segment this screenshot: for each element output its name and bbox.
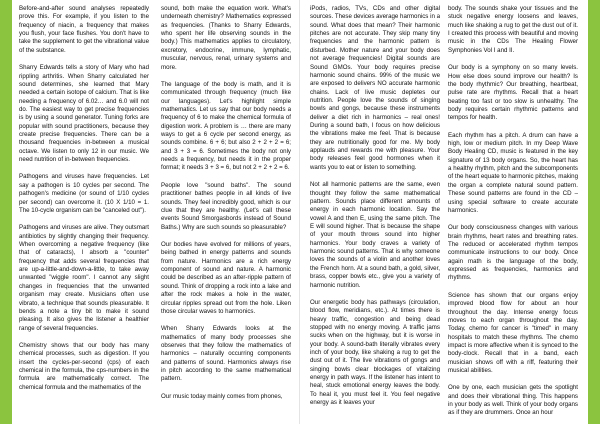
paragraph: The language of the body is math, and it is communicated through frequency (much like our languages). Let's highlight simple mathematics. Let us say that our body needs a frequency of 6 to make the chemical formula of digestion work. A problem is … there are many ways to get a 6 cycle per second energy, as sounds combine. 6 + 6; but also 2 + 2 + 2 = 6; and 3 + 3 = 6. Sometimes the body not only needs a frequency, but needs it in the proper format; it needs 3 + 3 = 6, but not 2 + 2 + 2 = 6.	[161, 80, 291, 172]
right-page-column-2	[448, 5, 578, 421]
paragraph: body. The sounds shake your tissues and the stuck negative energy loosens and leaves, much like shaking a rug to get the dust out of it. I created this process with beautiful and moving music in the CDs The Healing Flower Symphonies Vol I and II.	[448, 5, 578, 54]
paragraph: When Sharry Edwards looks at the mathematics of many body processes she observes that they follow the mathematics of harmonics – naturally occurring components and patterns of sound. Harmonics always rise in pitch according to the same mathematical pattern.	[161, 325, 291, 383]
paragraph: iPods, radios, TVs, CDs and other digital sources. These devices average harmonics in a sound. What does that mean? Their harmonic pitches are not accurate. They skip many tiny frequencies and the harmonic pattern is disturbed. Mother nature and your body does not average frequencies! Digital sounds are Sound GMOs. Your body requires precise harmonic sound chains. 99% of the music we are exposed to delivers NO accurate harmonic chains. Lack of live music depletes our nutrition. People love the sounds of singing bowls and gongs, because these instruments deliver a diet rich in harmonics – real ones! During a sound bath, I focus on how delicious the vibrations make me feel. That is because they are nutritionally good for me. My body applauds and rewards me with pleasure. Your body releases feel good hormones when it wants you to eat or listen to something.	[310, 5, 440, 171]
paragraph: Not all harmonic patterns are the same, even thought they follow the same mathematical pattern. Sounds place different amounts of energy in each harmonic location. Say the vowel A and then E, using the same pitch. The E will sound higher. That is because the shape of your mouth throws sound into higher harmonics. Your body craves a variety of harmonic sound patterns. That is why someone loves the sounds of a violin and another loves the French horn. At a sound bath, a gold, silver, brass, copper bowls etc., give you a variety of harmonic nutrition.	[310, 181, 440, 289]
paragraph: Our bodies have evolved for millions of years, being bathed in energy patterns and sounds from nature. Harmonics are a rich energy component of sound and nature. A harmonic could be described as an after-ripple pattern of sound. Think of dropping a rock into a lake and after the rock makes a hole in the water, circular ripples spread out from the hole. Liken those circular waves to harmonics.	[161, 240, 291, 315]
left-page	[12, 0, 300, 424]
paragraph: Our music today mainly comes from phones,	[161, 392, 283, 400]
paragraph: Our energetic body has pathways (circulation, blood flow, meridians, etc.). At times there is heavy traffic, congestion and being dead stopped with no energy moving. A traffic jams sucks when on the highway, but it is worse in your body. A sound-bath literally vibrates every inch of your body, like shaking a rug to get the dust out of it. The live vibrations of gongs and singing bowls clear blockages of vitalizing energy in path ways. If the listener has intent to heal, stuck emotional energy leaves the body. To heal it, you must feel it. You feel negative energy as it leaves your	[310, 298, 440, 407]
paragraph: People love "sound baths". The sound practitioner bathes people in all kinds of live sounds. They feel incredibly good, which is our clue that they are healthy. (Let's call these events Sound Smorgasbords instead of Sound Baths.) Why are such sounds so pleasurable?	[161, 181, 291, 231]
paragraph: Science has shown that our organs enjoy improved blood flow for about an hour throughout the day. Intense energy focus moves to each organ throughout the day. Today, chemo for cancer is "timed" in many hospitals to match these rhythms. The chemo impact is more affective when it is synced to the body-clock. Recall that in a band, each musician shows off with a riff, featuring their musical abilities.	[448, 291, 578, 375]
right-accent-band	[588, 0, 600, 424]
paragraph: Sharry Edwards tells a story of Mary who had rippling arthritis. When Sharry calculated her sound determines, she learned that Mary needed a certain isotope of calcium. That is like needing a frequency of 6.02… and 6.0 will not do. The easiest way to get precise frequencies is by using a sound generator. Tuning forks are popular with sound practitioners, because they create precise frequencies. There can be a thousand frequencies in-between a musical octave. We listen to only 12 in our music. We need nutrition of in-between frequencies.	[19, 64, 149, 164]
paragraph: Chemistry shows that our body has many chemical processes, such as digestion. If you insert the cycles-per-second (cps) of each chemical in the formula, the cps-numbers in the formula are mathematically correct. The chemical formula and the mathematics of the	[19, 341, 149, 391]
paragraph: Our body is a symphony on so many levels. How else does sound improve our health? Is the body rhythmic? Our breathing, heartbeat, pulse rate are rhythms. Recall that a heart beating too fast or too slow is unhealthy. The body requires certain rhythmic patterns and tempos for health.	[448, 64, 578, 122]
left-page-column-2	[161, 5, 291, 421]
paragraph: One by one, each musician gets the spotlight and does their vibrational thing. This happens in your body as well. Think of your body organs as if they are drummers. Once an hour	[448, 384, 578, 417]
paragraph: Pathogens and viruses are alive. They outsmart antibiotics by slightly changing their frequency. When overcoming a negative frequency (like that of cataracts), I absorb a "counter" frequency that adds several frequencies that are up-a-little-and-down-a-little, to take away unwanted "wiggle room". I cannot any slight changes in frequencies that the unwanted organism may create. Musicians often use vibrato, a technique that sounds pleasurable. It bends a note a tiny bit to make it sound pleasing. It also gives the listener a healthier range of several frequencies.	[19, 224, 149, 332]
right-page	[300, 0, 588, 424]
paragraph: Before-and-after sound analyses repeatedly prove this. For example, if you listen to the frequency of niacin, a frequency that makes you flush, your face flushes. You don't have to take the supplement to get the vibrational value of the substance.	[19, 5, 149, 54]
paragraph: sound, both make the equation work. What's underneath chemistry? Mathematics expressed as frequencies. (Thanks to Sharry Edwards, who spent her life observing sounds in the body.) This mathematics applies to circulatory, excretory, endocrine, immune, lymphatic, muscular, nervous, renal, urinary systems and more.	[161, 5, 291, 71]
left-page-column-1	[19, 5, 149, 421]
left-accent-band	[0, 0, 12, 424]
paragraph: Pathogens and viruses have frequencies. Let say a pathogen is 10 cycles per second. The pathogen's medicine (or sound of 1/10 cycles per second) can overcome it. (10 X 1/10 = 1. The 10-cycle organism can be "canceled out").	[19, 173, 149, 214]
paragraph: Our body consciousness changes with various brain rhythms, heart rates and breathing rates. The reduced or accelerated rhythm tempos communicate instructions to our body. Once again math is the language of the body, expressed as frequencies, harmonics and rhythms.	[448, 224, 578, 282]
paragraph: Each rhythm has a pitch. A drum can have a high, low or medium pitch. In my Deep Wave Body Healing CD, music is featured in the key signature of 13 body organs. So, the heart has a healthy rhythm, pitch and the subcomponents of the heart equate to harmonic pitches, making the organ a complete natural sound pattern. These sound patterns are found in the CD – using special software to create accurate harmonics.	[448, 131, 578, 214]
right-page-column-1	[310, 5, 440, 421]
